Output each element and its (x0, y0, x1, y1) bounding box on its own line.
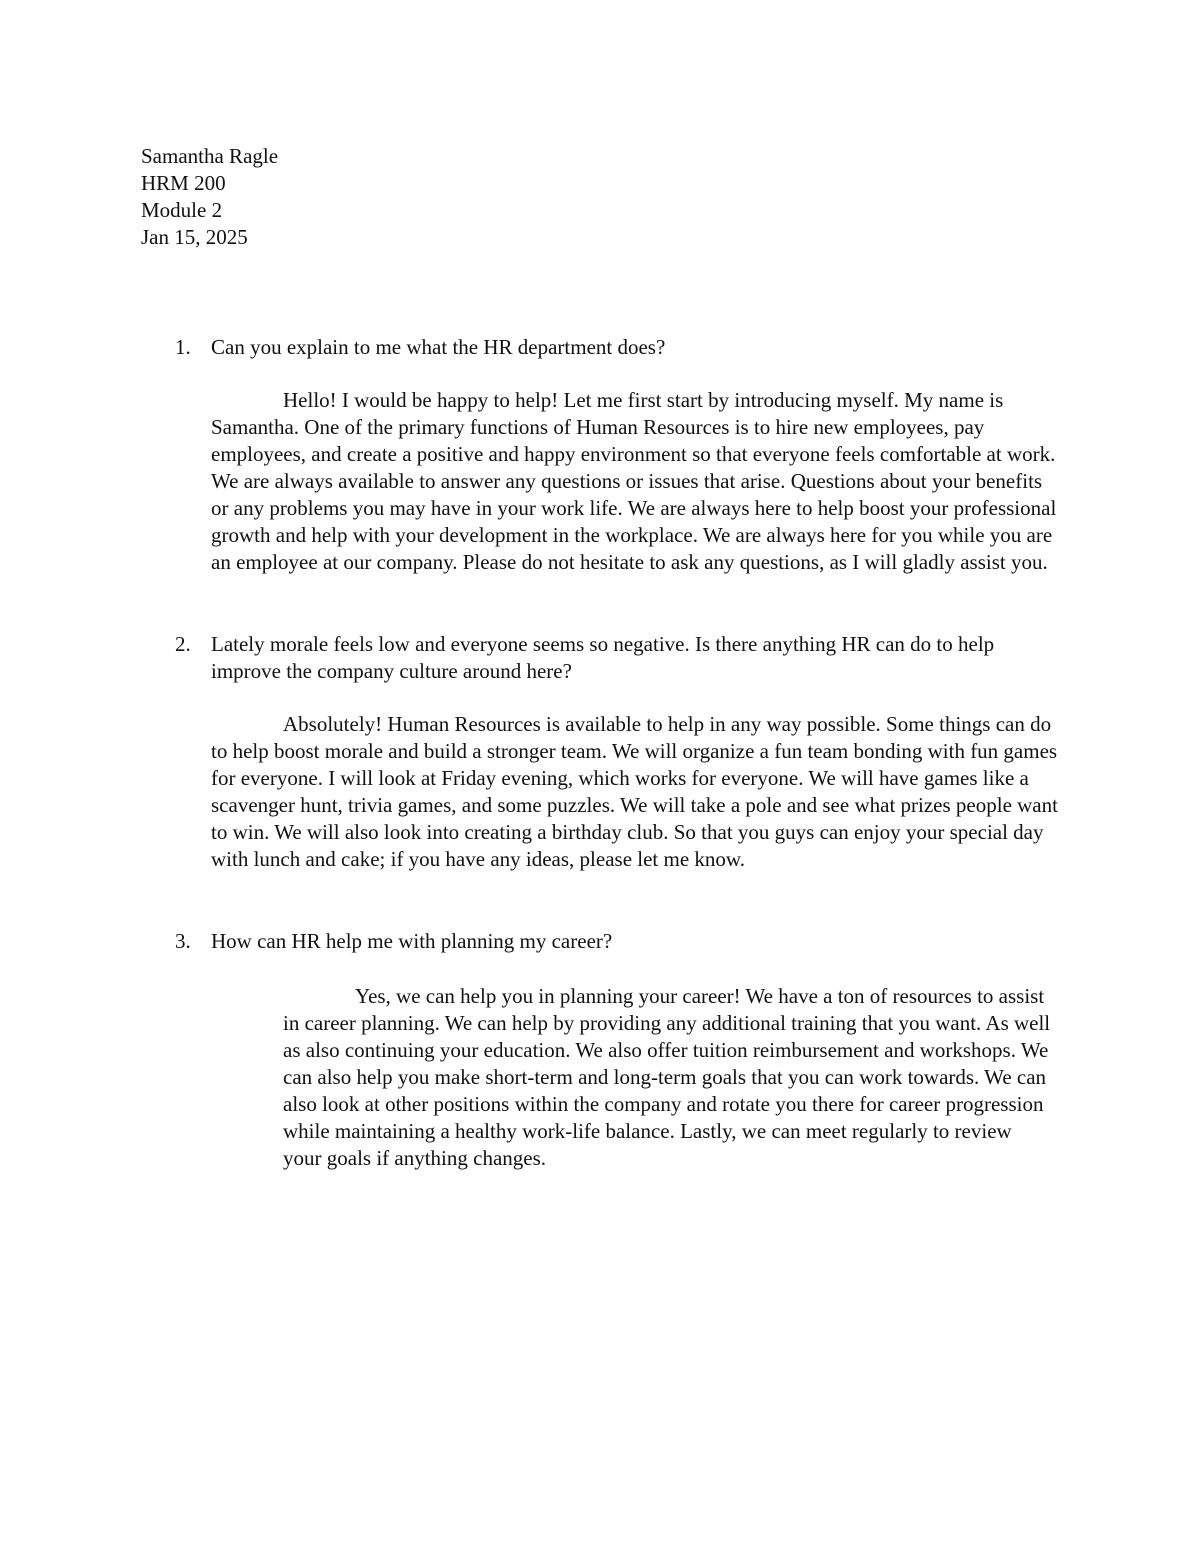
answer-paragraph: Absolutely! Human Resources is available to help in any way possible. Some things can do to help boost morale and build a stronger team. We will organize a fun team bonding with fun games for everyone. I will look at Friday evening, which works for everyone. We will have games like a scavenger hunt, trivia games, and some puzzles. We will take a pole and see what prizes people want to win. We will also look into creating a birthday club. So that you guys can enjoy your special day with lunch and cake; if you have any ideas, please let me know. (211, 712, 1058, 871)
question-number: 1. (175, 335, 191, 359)
module-label: Module 2 (141, 198, 223, 222)
answer-paragraph: Yes, we can help you in planning your career! We have a ton of resources to assist in career planning. We can help by providing any additional training that you want. As well as also continuing your education. We also offer tuition reimbursement and workshops. We can also help you make short-term and long-term goals that you can work towards. We can also look at other positions within the company and rotate you there for career progression while maintaining a healthy work-life balance. Lastly, we can meet regularly to review your goals if anything changes. (283, 984, 1051, 1170)
author-name: Samantha Ragle (141, 144, 279, 168)
question-text: Lately morale feels low and everyone seems so negative. Is there anything HR can do to help improve the company culture around here? (211, 632, 995, 683)
question-text: Can you explain to me what the HR department does? (211, 335, 666, 359)
document-date: Jan 15, 2025 (141, 225, 248, 249)
question-number: 2. (175, 632, 191, 656)
document-header (141, 143, 278, 251)
question-item (175, 928, 1065, 955)
course-code: HRM 200 (141, 171, 226, 195)
question-text: How can HR help me with planning my career? (211, 929, 613, 953)
question-item (175, 631, 1065, 685)
question-item (175, 334, 1065, 361)
answer-paragraph: Hello! I would be happy to help! Let me first start by introducing myself. My name is Samantha. One of the primary functions of Human Resources is to hire new employees, pay employees, and create a positive and happy environment so that everyone feels comfortable at work. We are always available to answer any questions or issues that arise. Questions about your benefits or any problems you may have in your work life. We are always here to help boost your professional growth and help with your development in the workplace. We are always here for you while you are an employee at our company. Please do not hesitate to ask any questions, as I will gladly assist you. (211, 388, 1057, 574)
question-number: 3. (175, 929, 191, 953)
